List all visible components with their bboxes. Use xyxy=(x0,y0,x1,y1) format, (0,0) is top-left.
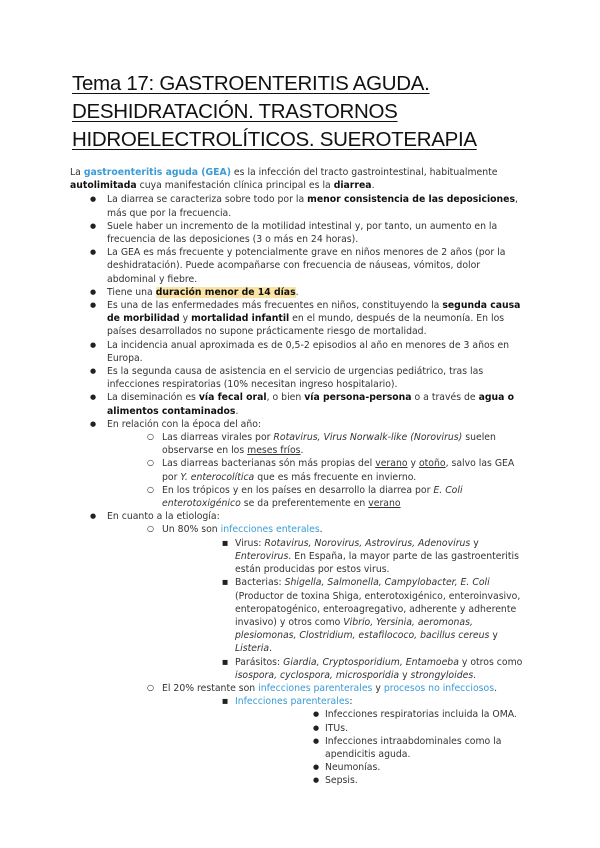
intro-paragraph xyxy=(70,166,530,192)
text-run: La incidencia anual aproximada es de 0,5-2 episodios al año en menores de 3 años en Europa. xyxy=(107,339,510,364)
text-run: verano xyxy=(368,498,401,510)
text-run: y xyxy=(179,313,192,325)
text-run: Las diarreas virales por xyxy=(162,432,274,444)
text-run: verano xyxy=(375,458,408,470)
list-item xyxy=(70,418,530,510)
text-run: Listeria xyxy=(235,643,270,655)
text-run: Y. enterocolítica xyxy=(180,471,255,483)
sublist-enteral xyxy=(217,537,530,682)
text-run: Infecciones intraabdominales como la apendicitis aguda. xyxy=(325,735,502,760)
document-body xyxy=(70,166,530,788)
text-run: Sepsis. xyxy=(325,775,358,787)
term-gea: gastroenteritis aguda (GEA) xyxy=(83,167,231,178)
list-item xyxy=(70,193,530,219)
text-run: y otros como xyxy=(458,656,523,668)
list-item xyxy=(70,246,530,286)
list-item xyxy=(107,457,530,483)
text: cuya manifestación clínica principal es la xyxy=(136,180,334,192)
text-run: . xyxy=(295,286,299,298)
text-run: , más que por la frecuencia. xyxy=(107,194,518,219)
list-item xyxy=(235,774,530,787)
term-autolimitada: autolimitada xyxy=(70,180,137,192)
list-item xyxy=(235,722,530,735)
text-run: segunda causa de morbilidad xyxy=(107,300,521,325)
text-run: Parásitos: xyxy=(235,656,284,668)
text-run: strongyloides xyxy=(410,669,474,681)
highlight: duración menor de 14 días xyxy=(155,286,296,298)
text-run: isospora, cyclospora, microsporidia xyxy=(235,669,400,681)
list-item xyxy=(235,708,530,721)
text: La xyxy=(70,167,84,178)
text-run: Enterovirus xyxy=(235,550,289,562)
sublist-season xyxy=(144,431,530,510)
list-item xyxy=(70,220,530,246)
text-run: . En España, la mayor parte de las gastroenteritis están producidas por estos virus. xyxy=(235,550,519,576)
list-item xyxy=(162,695,530,787)
text-run: E. Coli enterotoxigénico xyxy=(162,484,463,510)
text-run: . xyxy=(494,682,498,694)
text-run: otoño xyxy=(418,458,446,470)
text-run: . xyxy=(473,669,477,681)
text-run: infecciones enterales xyxy=(220,524,320,536)
text-run: Bacterias: xyxy=(235,577,285,589)
text-run: Rotavirus, Virus Norwalk-like (Norovirus) xyxy=(273,432,463,444)
sublist-parenteral-items xyxy=(308,708,530,787)
text-run: . xyxy=(235,405,239,417)
text-run: meses fríos xyxy=(247,445,301,457)
text: es la infección del tracto gastrointestinal, habitualmente xyxy=(230,167,498,178)
text-run: En relación con la época del año: xyxy=(107,418,262,430)
text-run: se da preferentemente en xyxy=(240,498,369,510)
list-item xyxy=(235,735,530,761)
text-run: vía fecal oral xyxy=(198,392,267,404)
list-item xyxy=(162,537,530,577)
list-item xyxy=(107,431,530,457)
text-run: procesos no infecciosos xyxy=(383,682,495,694)
text-run: Neumonías. xyxy=(325,762,381,774)
text-run: , salvo las GEA por xyxy=(162,458,515,483)
list-item xyxy=(162,656,530,682)
title-line-3: HIDROELECTROLÍTICOS. SUEROTERAPIA xyxy=(72,128,477,151)
text-run: y xyxy=(399,669,411,681)
title-line-2: DESHIDRATACIÓN. TRASTORNOS xyxy=(72,100,398,123)
text-run: . xyxy=(269,643,273,655)
text-run: suelen observarse en los xyxy=(162,432,496,457)
text: . xyxy=(371,180,375,192)
text-run: Virus: xyxy=(235,537,265,549)
text-run: mortalidad infantil xyxy=(191,313,290,325)
text-run: Es una de las enfermedades más frecuentes en niños, constituyendo la xyxy=(107,300,443,312)
list-item xyxy=(70,286,530,299)
title-line-1: Tema 17: GASTROENTERITIS AGUDA. xyxy=(72,72,430,95)
sublist-parenteral xyxy=(217,695,530,787)
text-run: Un 80% son xyxy=(162,524,221,536)
text-run: o a través de xyxy=(411,392,479,404)
list-item xyxy=(70,299,530,339)
text-run: y xyxy=(489,630,498,642)
text-run: Shigella, Salmonella, Campylobacter, E. Coli xyxy=(284,577,490,589)
text-run: Vibrio, Yersinia, aeromonas, plesiomonas, Clostridium, estafilococo, bacillus cereus xyxy=(235,616,490,642)
text-run: y xyxy=(470,537,479,549)
text-run: en el mundo, después de la neumonía. En los países desarrollados no supone prácticamente riesgo de mortalidad. xyxy=(107,313,505,338)
text-run: La diarrea se caracteriza sobre todo por la xyxy=(107,194,308,206)
text-run: ITUs. xyxy=(325,722,349,734)
list-item xyxy=(70,510,530,787)
sublist-etiology xyxy=(144,523,530,787)
text-run: Suele haber un incremento de la motilidad intestinal y, por tanto, un aumento en la frecuencia de las deposiciones (3 o más en 24 horas). xyxy=(107,220,498,246)
page-title xyxy=(72,70,542,154)
text-run: Es la segunda causa de asistencia en el servicio de urgencias pediátrico, tras las infecciones respiratorias (10% necesitan ingreso hospitalario). xyxy=(107,366,484,391)
text-run: Rotavirus, Norovirus, Astrovirus, Adenovirus xyxy=(264,537,471,549)
text-run: : xyxy=(349,696,353,708)
text-run: Tiene una xyxy=(107,286,156,298)
text-run: y xyxy=(407,458,419,470)
text-run: infecciones parenterales xyxy=(258,682,373,694)
list-item xyxy=(235,761,530,774)
text-run: Infecciones respiratorias incluida la OMA. xyxy=(325,709,517,721)
list-item xyxy=(70,391,530,417)
text-run: agua o alimentos contaminados xyxy=(107,392,515,417)
text-run: menor consistencia de las deposiciones xyxy=(307,194,515,206)
text-run: La GEA es más frecuente y potencialmente grave en niños menores de 2 años (por la deshidratación). Puede acompañarse con frecuencia de náuseas, vómitos, dolor abdominal y fiebre. xyxy=(107,247,506,285)
text-run: En cuanto a la etiología: xyxy=(107,511,220,523)
text-run: Infecciones parenterales xyxy=(235,696,350,708)
list-item xyxy=(70,365,530,391)
text-run: vía persona-persona xyxy=(304,392,412,404)
list-item xyxy=(162,576,530,655)
text-run: La diseminación es xyxy=(107,392,199,404)
text-run: . xyxy=(319,524,323,536)
text-run: que es más frecuente en invierno. xyxy=(254,471,417,483)
list-item xyxy=(107,523,530,681)
list-item xyxy=(70,339,530,365)
text-run: , o bien xyxy=(266,392,305,404)
main-bullet-list xyxy=(70,193,530,787)
list-item xyxy=(107,682,530,788)
text-run: (Productor de toxina Shiga, enterotoxigénico, enteroinvasivo, enteropatogénico, enteroagregativo, adherente y adherente invasivo) y otros como xyxy=(235,590,521,628)
list-item xyxy=(107,484,530,510)
text-run: Las diarreas bacterianas són más propias del xyxy=(162,458,376,470)
text-run: . xyxy=(300,445,304,457)
text-run: y xyxy=(372,682,384,694)
term-diarrea: diarrea xyxy=(333,180,372,192)
text-run: El 20% restante son xyxy=(162,682,259,694)
text-run: En los trópicos y en los países en desarrollo la diarrea por xyxy=(162,484,434,496)
text-run: Giardia, Cryptosporidium, Entamoeba xyxy=(283,656,459,668)
